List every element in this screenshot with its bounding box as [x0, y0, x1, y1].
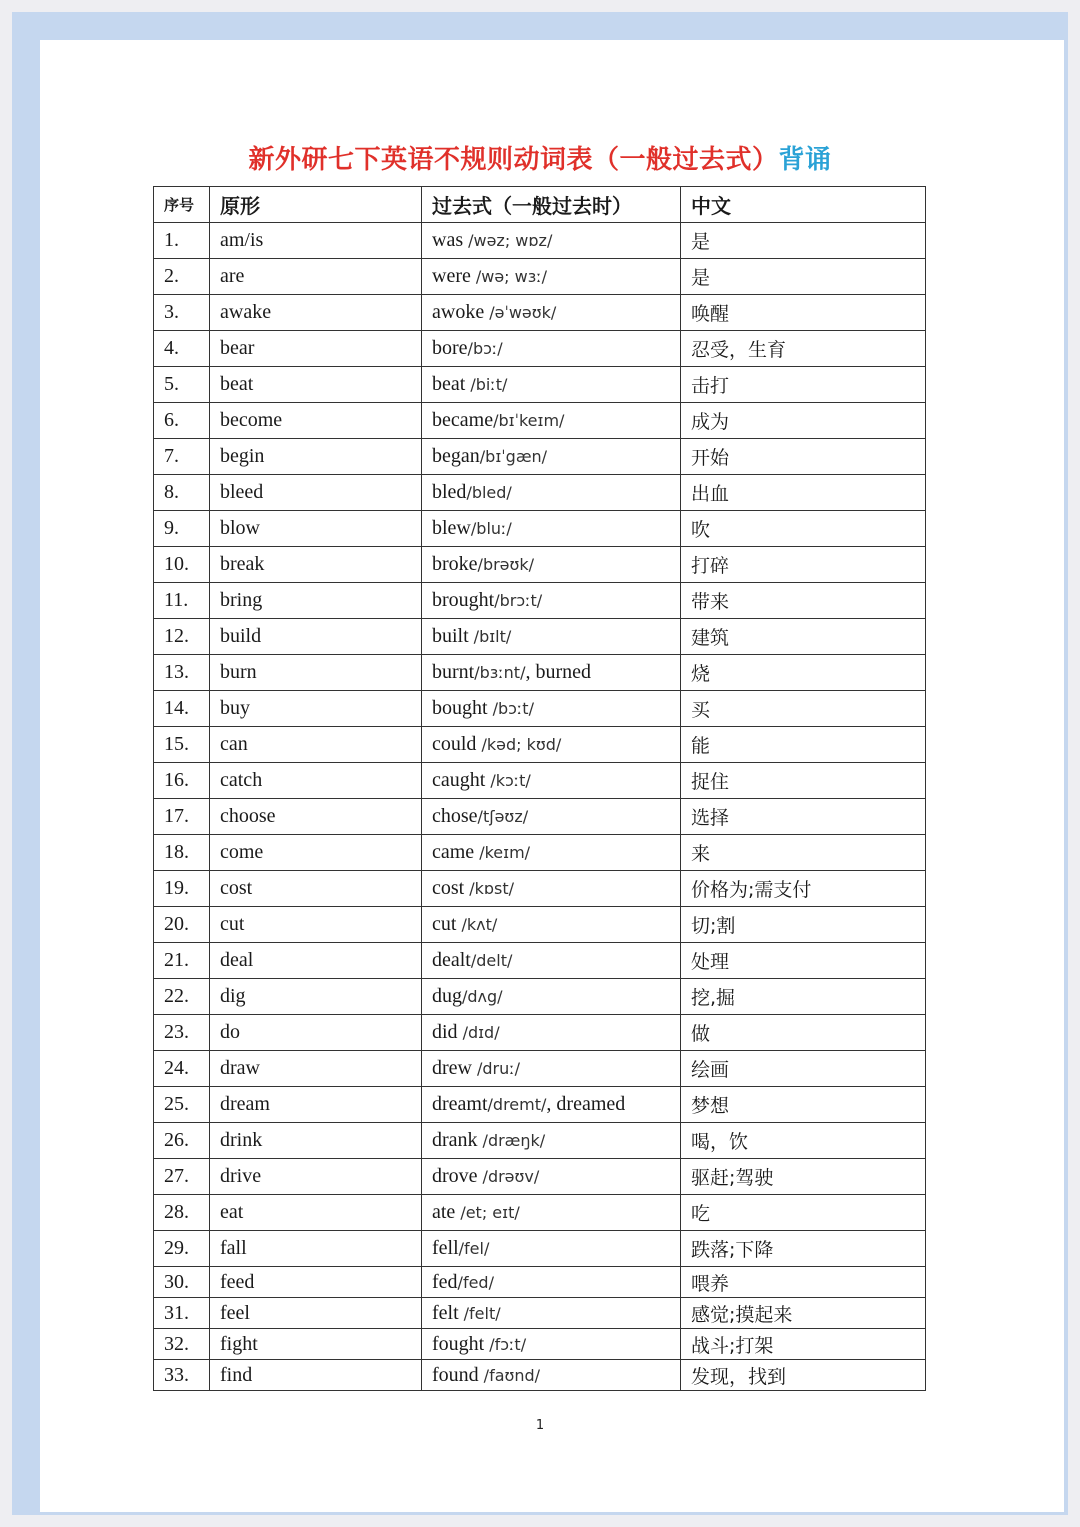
base-form: beat [210, 367, 422, 403]
past-word: dug [432, 985, 462, 1007]
base-form: dream [210, 1087, 422, 1123]
base-form: begin [210, 439, 422, 475]
past-phonetic: /kəd; kʊd/ [481, 735, 562, 754]
chinese-meaning: 梦想 [681, 1087, 926, 1123]
row-number: 16. [154, 763, 210, 799]
base-form: find [210, 1360, 422, 1391]
chinese-meaning: 打碎 [681, 547, 926, 583]
chinese-meaning: 做 [681, 1015, 926, 1051]
chinese-meaning: 是 [681, 259, 926, 295]
row-number: 13. [154, 655, 210, 691]
table-row [154, 439, 926, 475]
past-phonetic: /druː/ [476, 1059, 521, 1078]
base-form: feed [210, 1267, 422, 1298]
base-form: cut [210, 907, 422, 943]
chinese-meaning: 建筑 [681, 619, 926, 655]
past-form [422, 511, 681, 547]
past-phonetic: /fɔːt/ [489, 1334, 527, 1354]
past-form [422, 331, 681, 367]
past-form [422, 1329, 681, 1360]
irregular-verbs-table [153, 186, 926, 1391]
past-word: began [432, 445, 480, 467]
row-number: 18. [154, 835, 210, 871]
header-base: 原形 [210, 187, 422, 223]
table-row [154, 1159, 926, 1195]
past-form [422, 655, 681, 691]
base-form: choose [210, 799, 422, 835]
past-word: dreamt [432, 1093, 488, 1115]
base-form: deal [210, 943, 422, 979]
table-row [154, 943, 926, 979]
chinese-meaning: 驱赶;驾驶 [681, 1159, 926, 1195]
base-form: become [210, 403, 422, 439]
past-word: were [432, 265, 476, 287]
chinese-meaning: 唤醒 [681, 295, 926, 331]
past-phonetic: /dɪd/ [462, 1023, 500, 1042]
table-row [154, 835, 926, 871]
table-row [154, 1087, 926, 1123]
row-number: 3. [154, 295, 210, 331]
past-form [422, 1360, 681, 1391]
past-phonetic: /bɜːnt/ [474, 663, 526, 682]
row-number: 11. [154, 583, 210, 619]
chinese-meaning: 切;割 [681, 907, 926, 943]
past-word: awoke [432, 301, 490, 323]
row-number: 28. [154, 1195, 210, 1231]
table-row [154, 403, 926, 439]
past-word: drove [432, 1165, 483, 1187]
past-phonetic: /wəz; wɒz/ [468, 231, 553, 250]
table-row [154, 1015, 926, 1051]
past-form [422, 1015, 681, 1051]
past-form [422, 943, 681, 979]
past-form [422, 619, 681, 655]
table-row [154, 727, 926, 763]
past-form [422, 295, 681, 331]
past-phonetic: /əˈwəʊk/ [489, 303, 557, 322]
table-row [154, 295, 926, 331]
table-row [154, 691, 926, 727]
header-past: 过去式（一般过去时） [422, 187, 681, 223]
base-form: can [210, 727, 422, 763]
table-row [154, 655, 926, 691]
base-form: draw [210, 1051, 422, 1087]
chinese-meaning: 带来 [681, 583, 926, 619]
past-word: beat [432, 373, 471, 395]
past-word: burnt [432, 661, 475, 683]
chinese-meaning: 捉住 [681, 763, 926, 799]
past-word: bore [432, 337, 468, 359]
base-form: come [210, 835, 422, 871]
base-form: do [210, 1015, 422, 1051]
past-form [422, 727, 681, 763]
base-form: bleed [210, 475, 422, 511]
past-form [422, 763, 681, 799]
row-number: 29. [154, 1231, 210, 1267]
chinese-meaning: 处理 [681, 943, 926, 979]
chinese-meaning: 是 [681, 223, 926, 259]
row-number: 25. [154, 1087, 210, 1123]
row-number: 6. [154, 403, 210, 439]
row-number: 17. [154, 799, 210, 835]
past-form [422, 799, 681, 835]
chinese-meaning: 跌落;下降 [681, 1231, 926, 1267]
chinese-meaning: 来 [681, 835, 926, 871]
chinese-meaning: 价格为;需支付 [681, 871, 926, 907]
table-row [154, 763, 926, 799]
past-word: chose [432, 805, 478, 827]
past-form [422, 907, 681, 943]
base-form: eat [210, 1195, 422, 1231]
row-number: 22. [154, 979, 210, 1015]
row-number: 23. [154, 1015, 210, 1051]
row-number: 26. [154, 1123, 210, 1159]
past-form [422, 1298, 681, 1329]
chinese-meaning: 成为 [681, 403, 926, 439]
past-phonetic: /kɔːt/ [490, 771, 531, 790]
past-phonetic: /bɪˈkeɪm/ [493, 411, 565, 430]
chinese-meaning: 能 [681, 727, 926, 763]
header-cn: 中文 [681, 187, 926, 223]
table-row [154, 583, 926, 619]
past-phonetic: /bɪˈgæn/ [479, 447, 548, 466]
base-form: drink [210, 1123, 422, 1159]
table-body [154, 223, 926, 1391]
chinese-meaning: 选择 [681, 799, 926, 835]
past-form [422, 1159, 681, 1195]
table-row [154, 331, 926, 367]
row-number: 20. [154, 907, 210, 943]
past-word: felt [432, 1301, 464, 1324]
table-row [154, 1267, 926, 1298]
past-word: dealt [432, 949, 471, 971]
title-accent: 背诵 [778, 145, 832, 175]
page-number: 1 [535, 1418, 545, 1433]
past-word: broke [432, 553, 478, 575]
past-form [422, 223, 681, 259]
past-phonetic: /et; eɪt/ [460, 1203, 520, 1222]
table-row [154, 547, 926, 583]
past-form [422, 691, 681, 727]
base-form: bear [210, 331, 422, 367]
table-row [154, 475, 926, 511]
base-form: bring [210, 583, 422, 619]
past-form [422, 979, 681, 1015]
past-form [422, 1123, 681, 1159]
past-word: drank [432, 1129, 483, 1151]
table-row [154, 1231, 926, 1267]
past-alternate: , burned [525, 661, 592, 683]
chinese-meaning: 感觉;摸起来 [681, 1298, 926, 1329]
table-row [154, 1329, 926, 1360]
table-row [154, 799, 926, 835]
past-form [422, 871, 681, 907]
base-form: awake [210, 295, 422, 331]
header-num: 序号 [154, 187, 210, 223]
past-word: fed [432, 1270, 458, 1293]
base-form: burn [210, 655, 422, 691]
table-row [154, 223, 926, 259]
base-form: am/is [210, 223, 422, 259]
past-word: brought [432, 589, 495, 611]
past-phonetic: /dʌg/ [462, 987, 503, 1006]
base-form: fight [210, 1329, 422, 1360]
table-row [154, 1298, 926, 1329]
past-phonetic: /bɔːt/ [492, 699, 534, 718]
row-number: 24. [154, 1051, 210, 1087]
base-form: build [210, 619, 422, 655]
past-phonetic: /tʃəʊz/ [477, 807, 529, 826]
table-row [154, 1051, 926, 1087]
row-number: 5. [154, 367, 210, 403]
table-row [154, 907, 926, 943]
past-phonetic: /keɪm/ [479, 843, 531, 862]
table-row [154, 367, 926, 403]
row-number: 9. [154, 511, 210, 547]
chinese-meaning: 烧 [681, 655, 926, 691]
past-word: cut [432, 913, 462, 935]
document-title [0, 140, 1080, 180]
table-header-row [154, 187, 926, 223]
past-form [422, 259, 681, 295]
past-word: became [432, 409, 494, 431]
past-phonetic: /bɪlt/ [473, 627, 512, 646]
base-form: feel [210, 1298, 422, 1329]
row-number: 12. [154, 619, 210, 655]
title-main: 新外研七下英语不规则动词表（一般过去式） [248, 145, 779, 175]
past-phonetic: /felt/ [463, 1303, 501, 1323]
base-form: blow [210, 511, 422, 547]
chinese-meaning: 出血 [681, 475, 926, 511]
row-number: 4. [154, 331, 210, 367]
past-form [422, 1087, 681, 1123]
past-form [422, 583, 681, 619]
base-form: are [210, 259, 422, 295]
past-form [422, 1231, 681, 1267]
past-phonetic: /bɔː/ [467, 339, 503, 358]
base-form: dig [210, 979, 422, 1015]
base-form: fall [210, 1231, 422, 1267]
past-form [422, 403, 681, 439]
row-number: 33. [154, 1360, 210, 1391]
past-phonetic: /wə; wɜː/ [475, 267, 548, 286]
base-form: break [210, 547, 422, 583]
base-form: drive [210, 1159, 422, 1195]
past-word: came [432, 841, 480, 863]
past-phonetic: /drəʊv/ [482, 1167, 540, 1186]
past-word: could [432, 733, 482, 755]
row-number: 14. [154, 691, 210, 727]
past-form [422, 475, 681, 511]
table-row [154, 979, 926, 1015]
table-row [154, 259, 926, 295]
past-word: did [432, 1021, 463, 1043]
chinese-meaning: 忍受，生育 [681, 331, 926, 367]
row-number: 1. [154, 223, 210, 259]
row-number: 19. [154, 871, 210, 907]
table-row [154, 511, 926, 547]
past-phonetic: /kʌt/ [461, 915, 498, 934]
past-word: fell [432, 1237, 459, 1259]
row-number: 31. [154, 1298, 210, 1329]
table-row [154, 1360, 926, 1391]
past-phonetic: /faʊnd/ [483, 1365, 541, 1385]
row-number: 32. [154, 1329, 210, 1360]
past-word: built [432, 625, 474, 647]
past-phonetic: /delt/ [470, 951, 513, 970]
past-word: bought [432, 697, 493, 719]
past-word: fought [432, 1332, 490, 1355]
past-phonetic: /brɔːt/ [494, 591, 543, 610]
row-number: 30. [154, 1267, 210, 1298]
chinese-meaning: 喝，饮 [681, 1123, 926, 1159]
past-word: ate [432, 1201, 461, 1223]
past-form [422, 1195, 681, 1231]
table-row [154, 871, 926, 907]
past-word: caught [432, 769, 491, 791]
chinese-meaning: 挖,掘 [681, 979, 926, 1015]
row-number: 8. [154, 475, 210, 511]
past-phonetic: /bled/ [466, 483, 512, 502]
past-form [422, 1051, 681, 1087]
past-word: blew [432, 517, 471, 539]
past-form [422, 439, 681, 475]
past-phonetic: /dræŋk/ [482, 1131, 546, 1150]
row-number: 21. [154, 943, 210, 979]
past-form [422, 835, 681, 871]
chinese-meaning: 吃 [681, 1195, 926, 1231]
table-row [154, 619, 926, 655]
past-form [422, 547, 681, 583]
past-phonetic: /fed/ [457, 1272, 494, 1292]
past-phonetic: /dremt/ [487, 1095, 547, 1114]
past-phonetic: /bluː/ [470, 519, 512, 538]
past-phonetic: /kɒst/ [469, 879, 515, 898]
past-word: cost [432, 877, 470, 899]
past-word: drew [432, 1057, 477, 1079]
table-row [154, 1195, 926, 1231]
chinese-meaning: 战斗;打架 [681, 1329, 926, 1360]
row-number: 27. [154, 1159, 210, 1195]
row-number: 7. [154, 439, 210, 475]
past-form [422, 1267, 681, 1298]
row-number: 2. [154, 259, 210, 295]
chinese-meaning: 绘画 [681, 1051, 926, 1087]
base-form: catch [210, 763, 422, 799]
chinese-meaning: 吹 [681, 511, 926, 547]
chinese-meaning: 开始 [681, 439, 926, 475]
base-form: buy [210, 691, 422, 727]
past-phonetic: /brəʊk/ [477, 555, 535, 574]
past-phonetic: /biːt/ [470, 375, 508, 394]
past-word: was [432, 229, 469, 251]
row-number: 10. [154, 547, 210, 583]
table-row [154, 1123, 926, 1159]
past-word: bled [432, 481, 467, 503]
chinese-meaning: 发现，找到 [681, 1360, 926, 1391]
row-number: 15. [154, 727, 210, 763]
base-form: cost [210, 871, 422, 907]
past-form [422, 367, 681, 403]
chinese-meaning: 击打 [681, 367, 926, 403]
past-word: found [432, 1363, 484, 1386]
chinese-meaning: 喂养 [681, 1267, 926, 1298]
past-phonetic: /fel/ [458, 1239, 490, 1258]
chinese-meaning: 买 [681, 691, 926, 727]
past-alternate: , dreamed [546, 1093, 626, 1115]
